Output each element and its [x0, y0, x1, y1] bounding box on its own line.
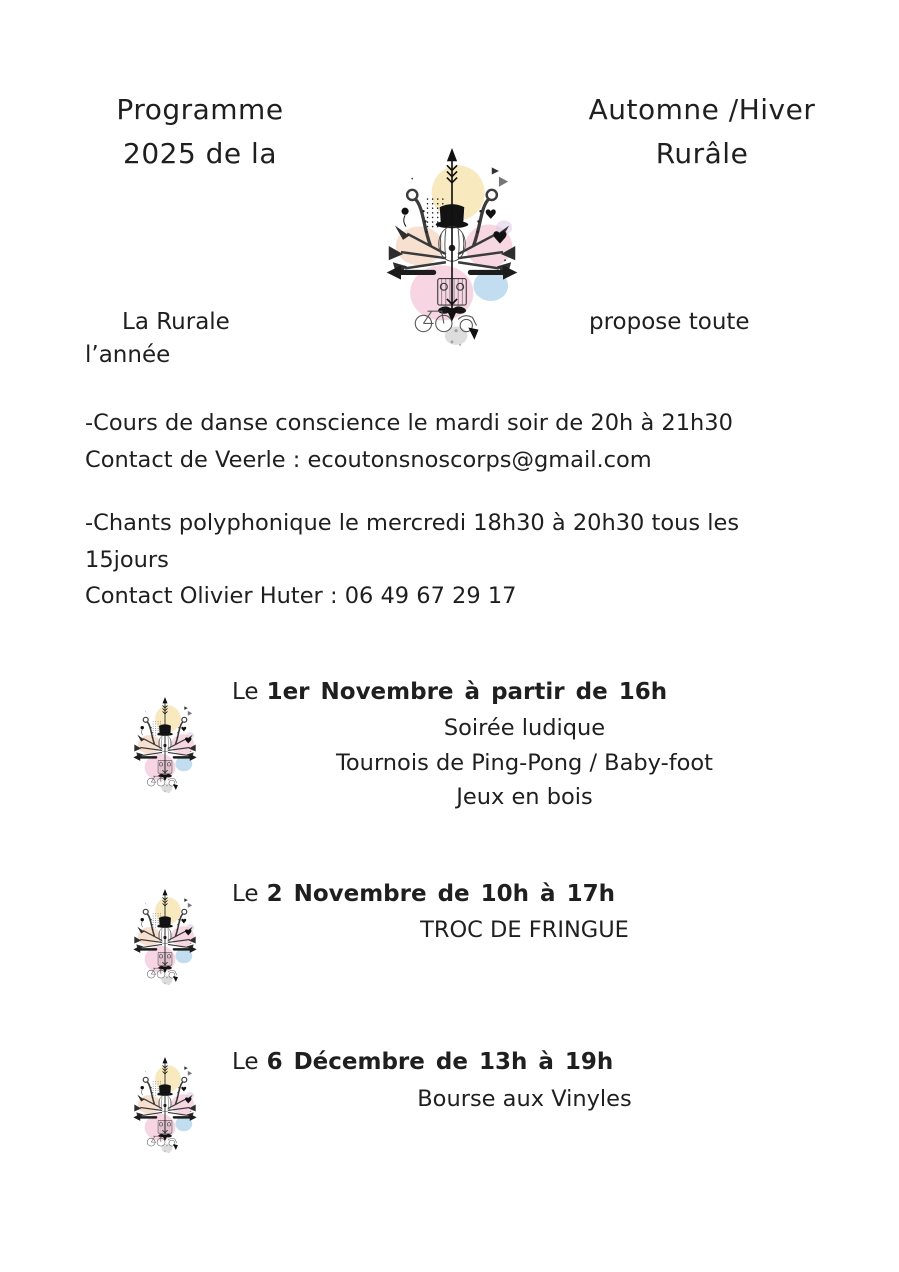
watercolor-music-collage-icon — [384, 148, 520, 350]
event-1-title-bold: 1er Novembre à partir de 16h — [266, 679, 668, 705]
event-2-title-bold: 2 Novembre de 10h à 17h — [266, 881, 615, 907]
event-1-details — [150, 711, 899, 815]
intro-wrap-line: l’année — [85, 342, 171, 368]
activity-danse-line1: -Cours de danse conscience le mardi soir de 20h à 21h30 — [85, 410, 733, 436]
event-3-detail-line: Bourse aux Vinyles — [417, 1086, 632, 1112]
header-right — [568, 88, 836, 176]
event-1-detail-line: Jeux en bois — [456, 784, 593, 810]
header-left-line2: 2025 de la — [123, 137, 277, 170]
intro-lead-left: La Rurale — [122, 309, 230, 335]
event-3-details — [150, 1082, 899, 1117]
header-right-line2: Rurâle — [655, 137, 749, 170]
activity-chants-contact: Contact Olivier Huter : 06 49 67 29 17 — [85, 583, 517, 609]
activity-chants-line1: -Chants polyphonique le mercredi 18h30 à 20h30 tous les — [85, 510, 740, 536]
header-left — [88, 88, 312, 176]
intro-lead-right: propose toute — [589, 309, 750, 335]
event-1-detail-line: Soirée ludique — [443, 715, 606, 741]
activity-danse-contact: Contact de Veerle : ecoutonsnoscorps@gmail.com — [85, 447, 652, 473]
event-2-title — [232, 881, 615, 907]
event-1-title — [232, 679, 667, 705]
event-3-title-prefix: Le — [232, 1049, 259, 1075]
event-3-title-bold: 6 Décembre de 13h à 19h — [266, 1049, 614, 1075]
event-2-details — [150, 913, 899, 948]
event-3-title — [232, 1049, 613, 1075]
header-left-line1: Programme — [116, 93, 284, 126]
event-1-detail-line: Tournois de Ping-Pong / Baby-foot — [336, 749, 713, 776]
event-1-title-prefix: Le — [232, 679, 259, 705]
event-2-title-prefix: Le — [232, 881, 259, 907]
event-2-detail-line: TROC DE FRINGUE — [420, 917, 629, 943]
header-right-line1: Automne /Hiver — [588, 93, 816, 126]
activity-chants — [85, 505, 739, 615]
activity-chants-line2: 15jours — [85, 546, 169, 573]
activity-danse — [85, 405, 733, 479]
